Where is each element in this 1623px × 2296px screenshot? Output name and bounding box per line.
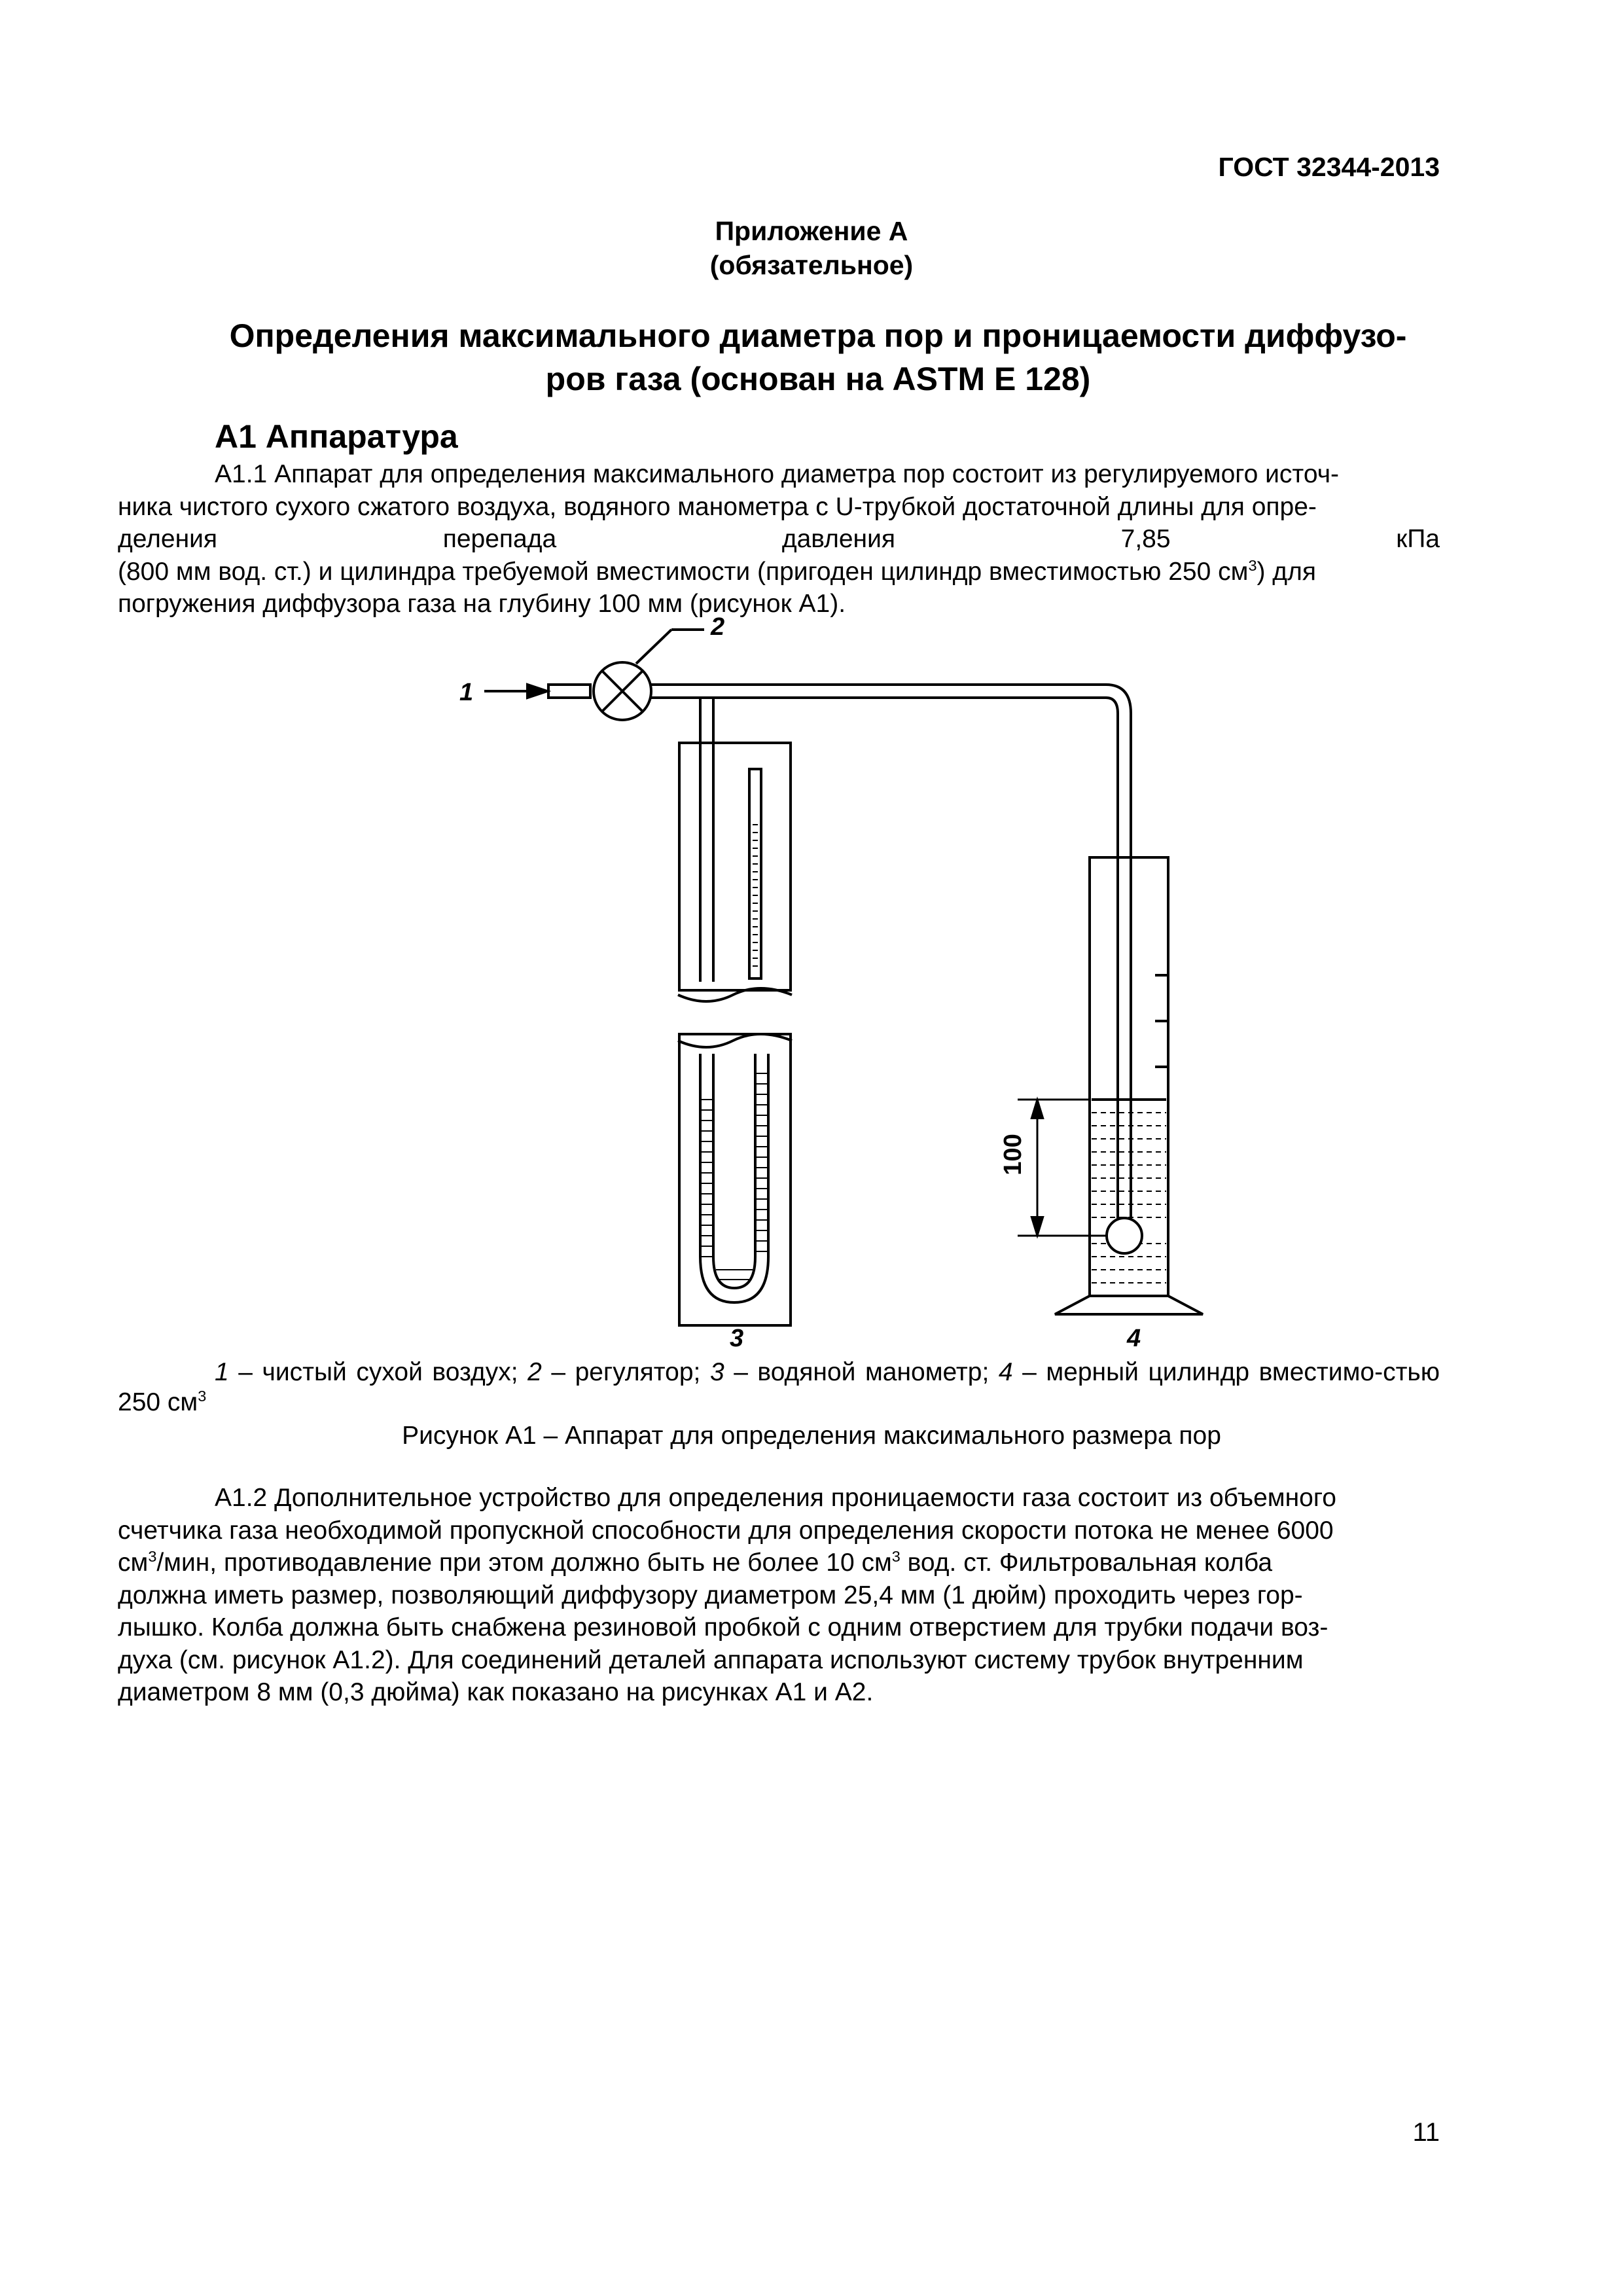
cylinder-base <box>1055 1296 1203 1314</box>
standard-code: ГОСТ 32344-2013 <box>1218 152 1440 182</box>
manometer-scale-tube <box>749 769 761 978</box>
superscript: 3 <box>891 1548 901 1565</box>
dimension-arrow <box>1032 1101 1043 1118</box>
manometer-housing-lower <box>679 1034 791 1325</box>
manometer-housing-upper <box>679 743 791 990</box>
word: кПа <box>1396 525 1440 553</box>
leader-line-2 <box>636 630 671 664</box>
legend-text: – водяной манометр; <box>724 1358 999 1386</box>
legend-num: 2 <box>527 1358 542 1386</box>
break-line <box>678 1034 792 1047</box>
legend-text: – мерный цилиндр вместимо-стью 250 см <box>118 1358 1440 1416</box>
para2-line-1: А1.2 Дополнительное устройство для определения проницаемости газа состоит из объемного <box>215 1484 1336 1512</box>
annex-label: Приложение А <box>715 216 908 246</box>
superscript: 3 <box>198 1388 207 1405</box>
para2-text: см <box>118 1549 149 1577</box>
u-tube-inner <box>713 1054 755 1288</box>
para1-line-4-text: (800 мм вод. ст.) и цилиндра требуемой вместимости (пригоден цилиндр вместимостью 250 см <box>118 557 1249 586</box>
para2-text: вод. ст. Фильтровальная колба <box>900 1549 1273 1577</box>
inlet-arrow-head <box>527 685 547 698</box>
para2-line-7: диаметром 8 мм (0,3 дюйма) как показано на рисунках А1 и А2. <box>118 1678 874 1706</box>
legend-num: 1 <box>215 1358 229 1386</box>
inlet-pipe <box>548 685 590 698</box>
air-tube-outer <box>651 685 1131 1237</box>
callout-4: 4 <box>1127 1325 1141 1352</box>
superscript: 3 <box>148 1548 157 1565</box>
para2-line-6: духа (см. рисунок А1.2). Для соединений деталей аппарата используют систему трубок внутренним <box>118 1645 1304 1674</box>
word: давления <box>781 525 895 553</box>
dimension-label: 100 <box>999 1134 1027 1175</box>
callout-1: 1 <box>459 679 474 706</box>
air-tube-inner <box>651 698 1118 1237</box>
word: деления <box>118 525 218 553</box>
word: перепада <box>442 525 557 553</box>
legend-text: – чистый сухой воздух; <box>228 1358 528 1386</box>
para1-line-5: погружения диффузора газа на глубину 100 мм (рисунок А1). <box>118 590 846 618</box>
para1-line-2: ника чистого сухого сжатого воздуха, водяного манометра с U-трубкой достаточной длины для опре- <box>118 492 1317 521</box>
u-tube-liquid-level <box>702 1073 767 1280</box>
callout-2: 2 <box>711 613 725 641</box>
callout-3: 3 <box>730 1325 744 1352</box>
figure-caption: Рисунок А1 – Аппарат для определения максимального размера пор <box>402 1422 1221 1450</box>
para2-line-5: лышко. Колба должна быть снабжена резиновой пробкой с одним отверстием для трубки подачи воз- <box>118 1613 1329 1641</box>
legend-num: 3 <box>709 1358 724 1386</box>
gas-diffuser <box>1107 1218 1142 1253</box>
section-heading: А1 Аппаратура <box>215 418 458 455</box>
figure-legend <box>118 1357 1440 1418</box>
para2-text: /мин, противодавление при этом должно быть не более 10 см <box>156 1549 892 1577</box>
paragraph-a1-2 <box>118 1482 1440 1709</box>
para1-line-1: А1.1 Аппарат для определения максимального диаметра пор состоит из регулируемого источ- <box>215 460 1339 488</box>
dimension-arrow <box>1032 1217 1043 1234</box>
manometer-scale-upper <box>753 825 758 966</box>
superscript: 3 <box>1248 556 1257 574</box>
legend-num: 4 <box>998 1358 1013 1386</box>
title-line-1: Определения максимального диаметра пор и проницаемости диффузо- <box>229 317 1407 354</box>
annex-status: (обязательное) <box>709 250 914 280</box>
legend-text: – регулятор; <box>541 1358 710 1386</box>
word: 7,85 <box>1120 525 1171 553</box>
cylinder-water <box>1092 1113 1166 1283</box>
para2-line-3 <box>118 1547 1440 1579</box>
para1-line-4-end: ) для <box>1257 557 1316 586</box>
title-line-2: ров газа (основан на ASTM E 128) <box>545 361 1091 397</box>
para2-line-2: счетчика газа необходимой пропускной способности для определения скорости потока не менее 6000 <box>118 1516 1334 1545</box>
page-number: 11 <box>1412 2118 1440 2147</box>
para2-line-4: должна иметь размер, позволяющий диффузору диаметром 25,4 мм (1 дюйм) проходить через гор- <box>118 1581 1303 1609</box>
